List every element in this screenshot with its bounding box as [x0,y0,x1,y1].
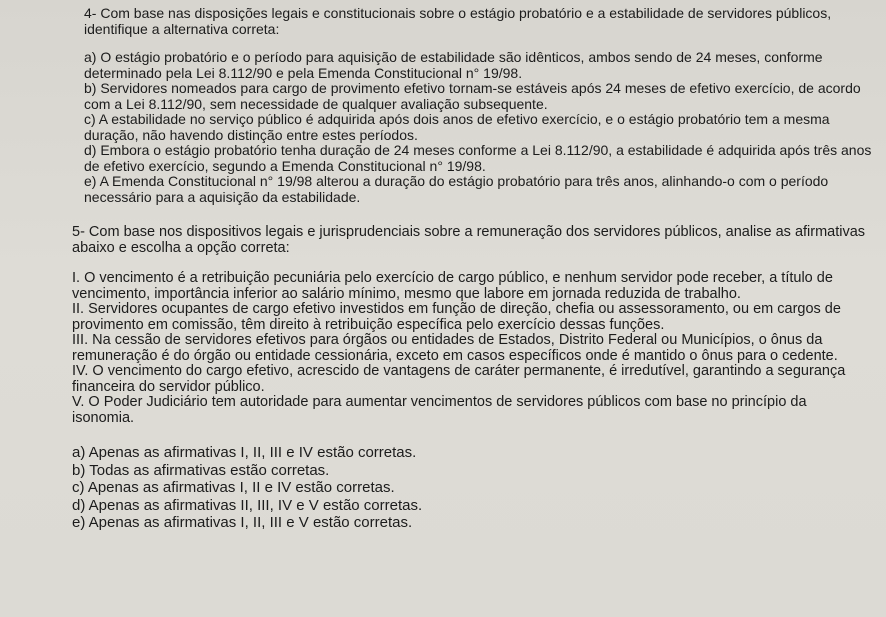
question-5-statement-iv: IV. O vencimento do cargo efetivo, acrescido de vantagens de caráter permanente, é irredutível, garantindo a segurança financeira do servidor público. [72,363,846,395]
question-5-statements [72,271,872,426]
question-5-answer-c: c) Apenas as afirmativas I, II e IV estão corretas. [72,479,395,496]
question-5-stem: 5- Com base nos dispositivos legais e jurisprudenciais sobre a remuneração dos servidores públicos, analise as afirmativas abaixo e escolha a opção correta: [72,224,866,256]
question-5-statement-ii: II. Servidores ocupantes de cargo efetivo investidos em função de direção, chefia ou assessoramento, ou em cargos de provimento em comissão, têm direito à retribuição específica pelo exercício dessas funções. [72,301,841,333]
question-4-option-e: e) A Emenda Constitucional n° 19/98 alterou a duração do estágio probatório para três anos, alinhando-o com o período necessário para a aquisição da estabilidade. [84,173,829,205]
question-4-option-a: a) O estágio probatório e o período para aquisição de estabilidade são idênticos, ambos sendo de 24 meses, conforme determinado pela Lei 8.112/90 e pela Emenda Constitucional n° 19/98. [84,49,823,81]
question-5 [72,225,872,532]
question-5-answer-d: d) Apenas as afirmativas II, III, IV e V estão corretas. [72,496,423,514]
question-4 [84,6,874,205]
question-5-answers [72,444,872,532]
question-5-answer-b: b) Todas as afirmativas estão corretas. [72,461,330,479]
question-4-option-d: d) Embora o estágio probatório tenha duração de 24 meses conforme a Lei 8.112/90, a estabilidade é adquirida após três anos de efetivo exercício, segundo a Emenda Constitucional n° 19/98. [84,142,872,174]
question-4-options [84,50,874,205]
question-5-answer-a: a) Apenas as afirmativas I, II, III e IV estão corretas. [72,444,417,461]
question-4-option-b: b) Servidores nomeados para cargo de provimento efetivo tornam-se estáveis após 24 meses de efetivo exercício, de acordo com a Lei 8.112/90, sem necessidade de qualquer avaliação subsequente. [84,80,861,112]
question-5-answer-e: e) Apenas as afirmativas I, II, III e V estão corretas. [72,514,413,531]
question-5-statement-v: V. O Poder Judiciário tem autoridade para aumentar vencimentos de servidores públicos com base no princípio da isonomia. [72,394,807,426]
question-5-statement-i: I. O vencimento é a retribuição pecuniária pelo exercício de cargo público, e nenhum servidor pode receber, a título de vencimento, importância inferior ao salário mínimo, mesmo que labore em jornada reduzida de trabalho. [72,270,833,302]
question-5-statement-iii: III. Na cessão de servidores efetivos para órgãos ou entidades de Estados, Distrito Federal ou Municípios, o ônus da remuneração é do órgão ou entidade cessionária, exceto em casos específicos onde é mantido o ônus para o cedente. [72,332,838,364]
question-4-option-c: c) A estabilidade no serviço público é adquirida após dois anos de efetivo exercício, e o estágio probatório tem a mesma duração, não havendo distinção entre estes períodos. [84,111,830,143]
question-4-stem: 4- Com base nas disposições legais e constitucionais sobre o estágio probatório e a estabilidade de servidores públicos, identifique a alternativa correta: [84,5,832,37]
